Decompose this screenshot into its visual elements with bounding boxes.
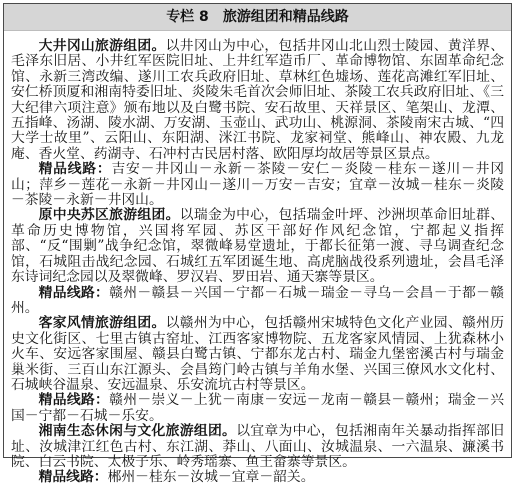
group-description: 以瑞金为中心，包括瑞金叶坪、沙洲坝革命旧址群、革命历史博物馆，兴国将军园、苏区干部好作风纪念馆，宁都起义指挥部、“反“围剿”战争纪念馆，翠微峰易堂遗址，于都长征第一渡、寻乌调查纪念馆，石城阻击战纪念园、石城红五军团诞生地、高虎脑战役系列遗址，会昌毛泽东诗词纪念园以及翠微峰、罗汉岩、罗田岩、通天寨等景区。 (11, 207, 505, 286)
group-name: 湘南生态休闲与文化旅游组团。 (38, 423, 237, 440)
group-name: 原中央苏区旅游组团。 (38, 207, 180, 224)
route-paragraph-xiangnan (11, 470, 504, 485)
route-label: 精品线路： (38, 161, 112, 178)
route-paragraph-hakka (11, 393, 504, 424)
group-paragraph-central-soviet (11, 208, 504, 285)
route-paragraph-central-soviet (11, 286, 504, 317)
route-label: 精品线路： (38, 284, 110, 301)
column-label: 专栏 8 (166, 9, 209, 25)
column-header (4, 4, 511, 31)
group-paragraph-xiangnan (11, 424, 504, 470)
column-content (4, 31, 511, 486)
route-paragraph-jinggangshan (11, 162, 504, 208)
column-title: 旅游组团和精品线路 (222, 9, 349, 25)
group-description: 以赣州为中心，包括赣州宋城特色文化产业园、赣州历史文化街区、七里古镇古窑址、江西客家博物院、五龙客家风情园、上犹森林小火车、安远客家围屋、赣县白鹭古镇、宁都东龙古村、瑞金九堡密溪古村与瑞金巢米街、三百山东江源头、会昌筠门岭古镇与羊角水堡、兴国三僚风水文化村、石城峡谷温泉、安远温泉、乐安流坑古村等景区。 (11, 315, 504, 393)
group-description: 以宜章为中心，包括湘南年关暴动指挥部旧址、汝城津江红色古村、东江湖、莽山、八面山、汝城温泉、一六温泉、濂溪书院、白云书院、太极子乐、岭秀瑶寨、鱼王畲寨等景区。 (11, 423, 505, 470)
route-text: 赣州－赣县－兴国－宁都－石城－瑞金－寻乌－会昌－于都－赣州。 (11, 284, 505, 316)
group-description: 以井冈山为中心，包括井冈山北山烈士陵园、黄洋界、毛泽东旧居、小井红军医院旧址、上井红军造币厂、革命博物馆、东固革命纪念馆、永新三湾改编、遂川工农兵政府旧址、草林红色墟场、莲花高滩红军旧址、安仁桥顶厦和湘南特委旧址、炎陵朱毛首次会师旧址、茶陵工农兵政府旧址、《三大纪律六项注意》颁布地以及白鹭书院、安石故里、天祥景区、笔架山、龙潭、五指峰、汤湖、陵水湖、万安湖、玉壶山、武功山、桃源洞、茶陵南宋古城、“四大学士故里”、云阳山、东阳湖、洣江书院、龙家祠堂、熊峰山、神农殿、九龙庵、香火堂、药湖寺、石冲村古民居村落、欧阳厚均故居等景区景点。 (11, 38, 504, 162)
group-name: 客家风情旅游组团。 (38, 315, 166, 332)
route-text: 赣州－崇义－上犹－南康－安远－龙南－赣县－赣州；瑞金－兴国－宁都－石城－乐安。 (11, 392, 505, 424)
group-paragraph-jinggangshan (11, 39, 504, 162)
route-label: 精品线路： (38, 469, 108, 486)
route-label: 精品线路： (38, 392, 110, 409)
route-text: 吉安－井冈山－永新－茶陵－安仁－炎陵－桂东－遂川－井冈山；萍乡－莲花－永新－井冈山－遂川－万安－吉安；宜章－汝城－桂东－炎陵－茶陵－永新－井冈山。 (11, 161, 505, 209)
route-text: 郴州－桂东－汝城－宜章－韶关。 (107, 469, 315, 486)
group-name: 大井冈山旅游组团。 (38, 38, 166, 54)
column-box (3, 3, 512, 486)
group-paragraph-hakka (11, 316, 504, 393)
